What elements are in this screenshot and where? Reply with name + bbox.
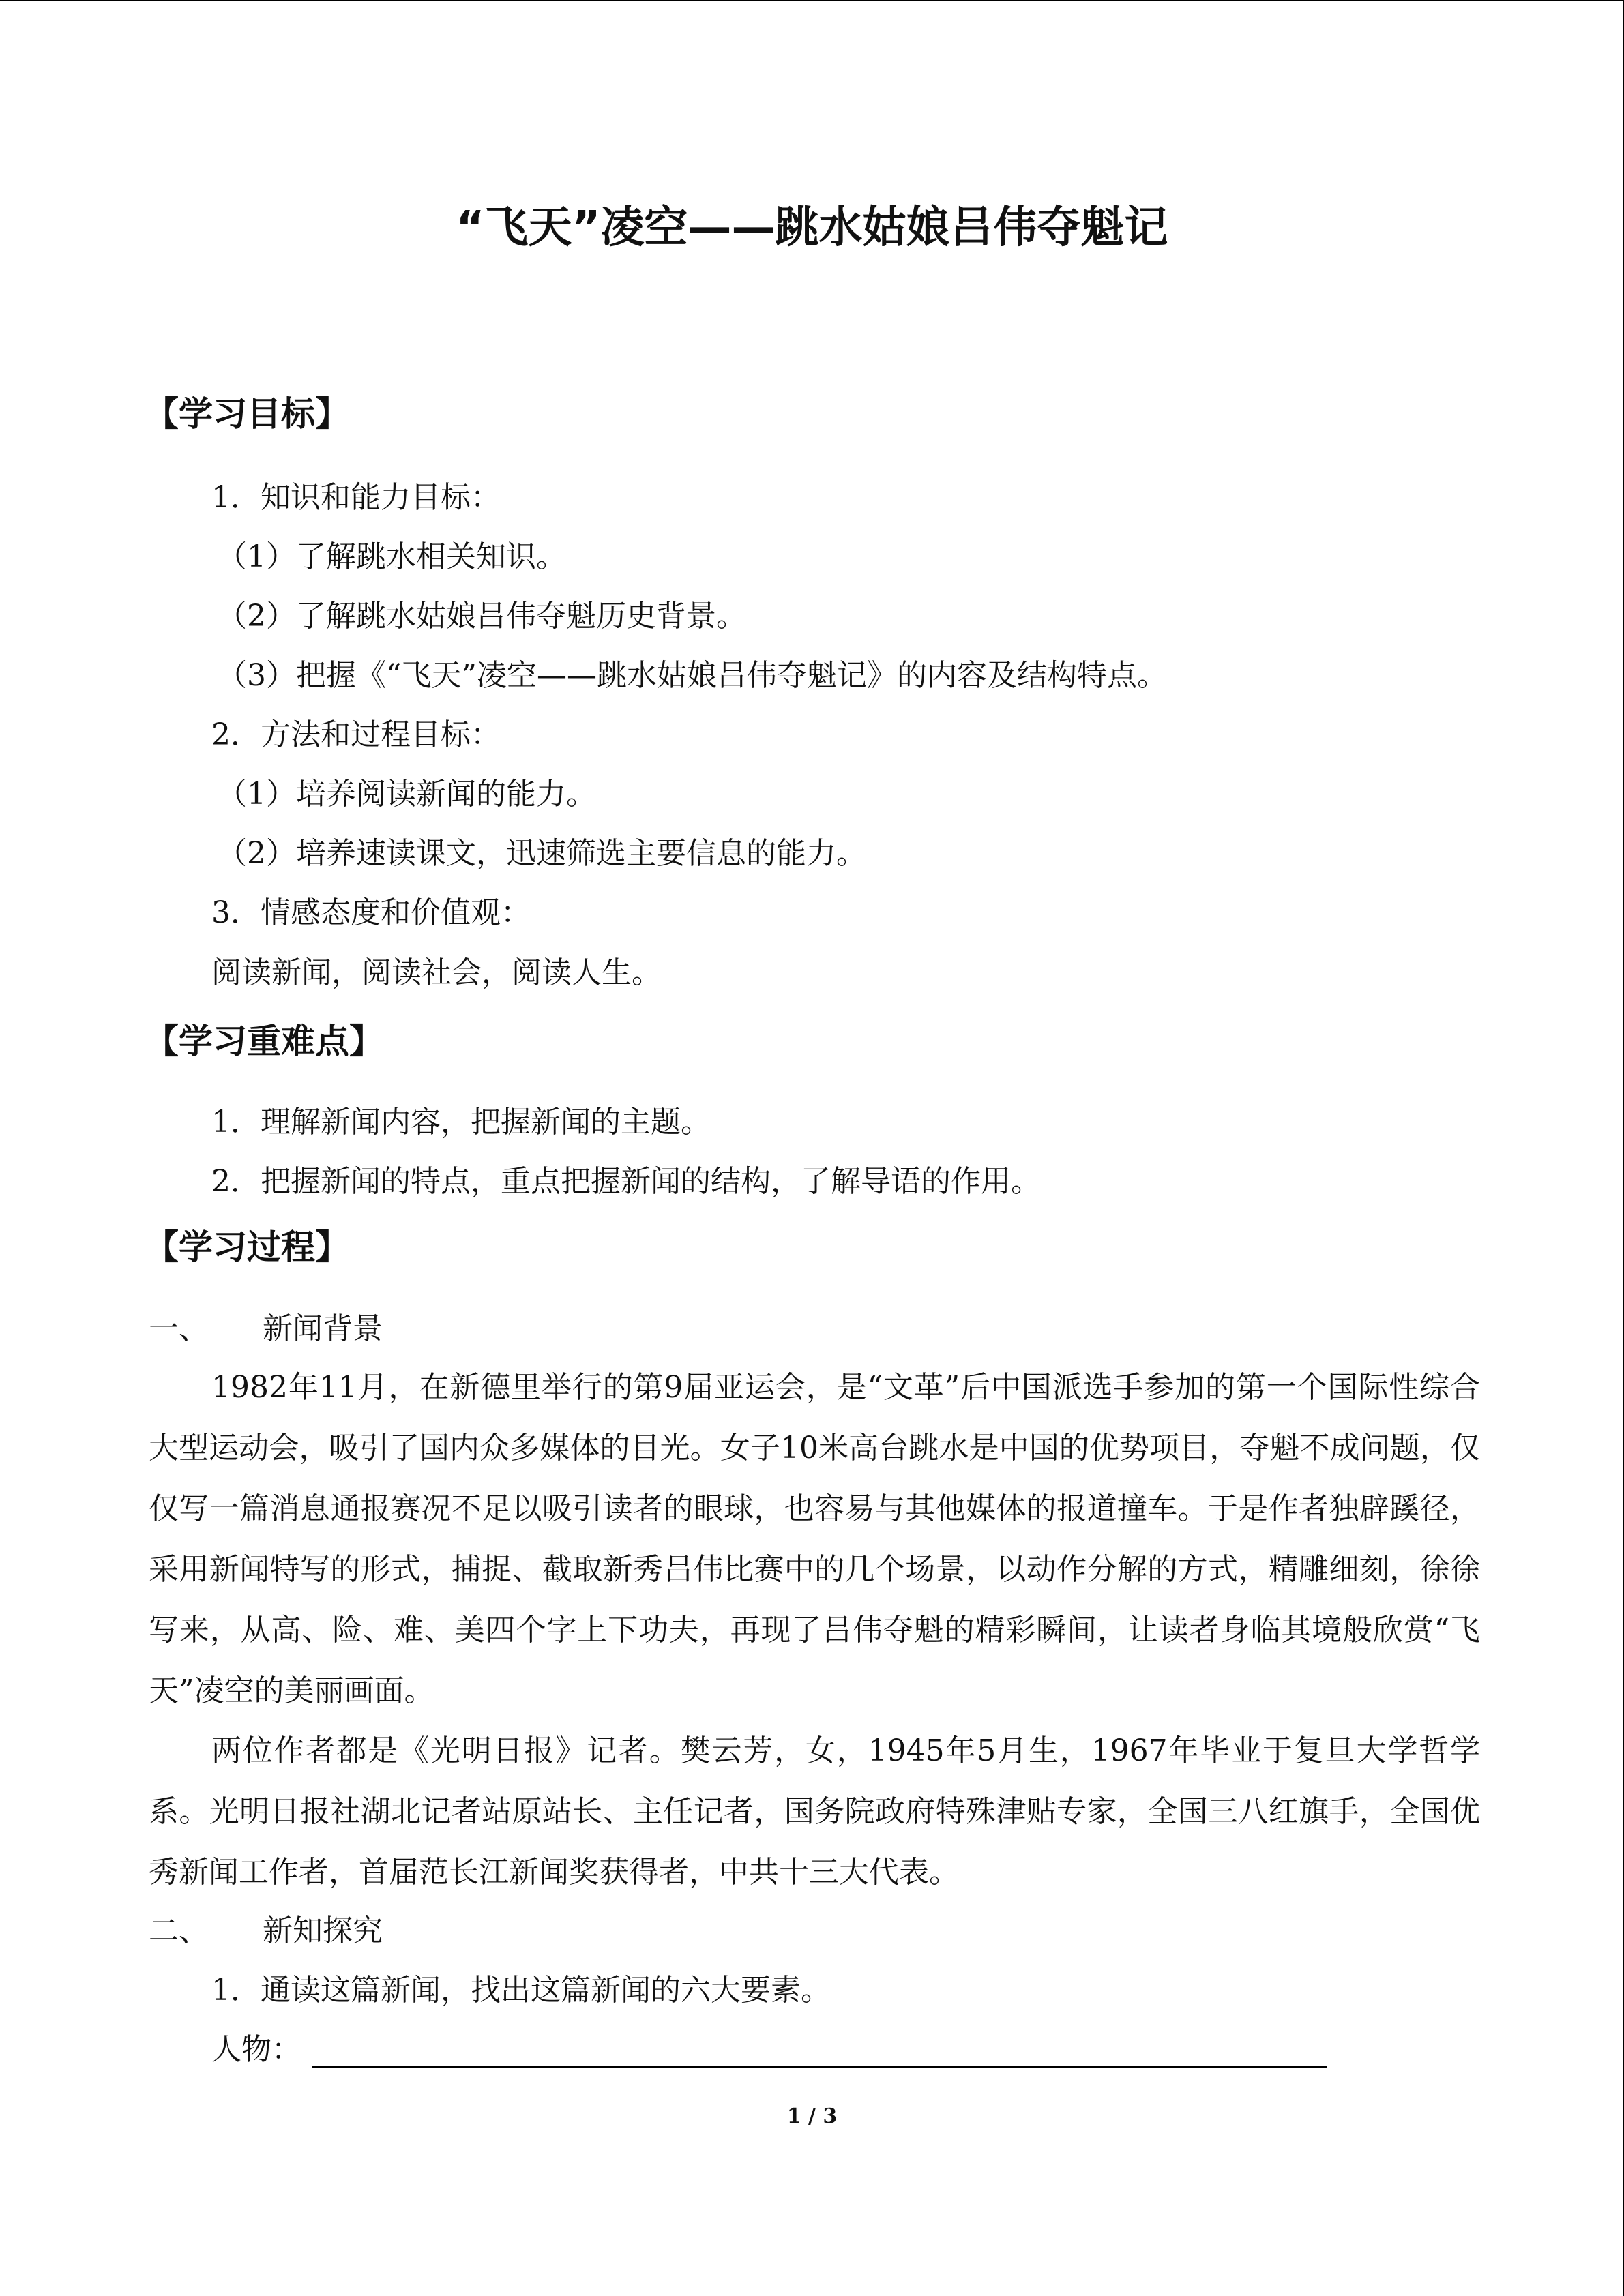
goal-item: （2）培养速读课文，迅速筛选主要信息的能力。	[217, 836, 866, 871]
goal-item: 1．知识和能力目标：	[211, 480, 501, 515]
goal-item: 2．方法和过程目标：	[211, 717, 501, 752]
goals-heading: 【学习目标】	[145, 394, 349, 434]
goal-item: （1）培养阅读新闻的能力。	[217, 777, 596, 811]
part2-number: 二、	[149, 1913, 209, 1948]
answer-blank-line	[312, 2066, 1327, 2068]
key-points-heading: 【学习重难点】	[145, 1022, 383, 1061]
part1-title: 新闻背景	[263, 1311, 383, 1346]
key-point-item: 2．把握新闻的特点，重点把握新闻的结构，了解导语的作用。	[211, 1164, 1041, 1199]
document-title: “飞天”凌空——跳水姑娘吕伟夺魁记	[456, 203, 1168, 253]
goal-item: （3）把握《“飞天”凌空——跳水姑娘吕伟夺魁记》的内容及结构特点。	[217, 658, 1167, 693]
background-paragraph-1: 1982年11月，在新德里举行的第9届亚运会，是“文革”后中国派选手参加的第一个国际性综合大型运动会，吸引了国内众多媒体的目光。女子10米高台跳水是中国的优势项目，夺魁不成问题，仅仅写一篇消息通报赛况不足以吸引读者的眼球，也容易与其他媒体的报道撞车。于是作者独辟蹊径，采用新闻特写的形式，捕捉、截取新秀吕伟比赛中的几个场景，以动作分解的方式，精雕细刻，徐徐写来，从高、险、难、美四个字上下功夫，再现了吕伟夺魁的精彩瞬间，让读者身临其境般欣赏“飞天”凌空的美丽画面。	[149, 1370, 1480, 1708]
process-heading: 【学习过程】	[145, 1227, 349, 1267]
part1-number: 一、	[149, 1311, 209, 1346]
goal-item: （1）了解跳水相关知识。	[217, 539, 566, 574]
goal-item: 3．情感态度和价值观：	[211, 895, 531, 930]
background-paragraph-2: 两位作者都是《光明日报》记者。樊云芳，女，1945年5月生，1967年毕业于复旦大学哲学系。光明日报社湖北记者站原站长、主任记者，国务院政府特殊津贴专家，全国三八红旗手，全国优秀新闻工作者，首届范长江新闻奖获得者，中共十三大代表。	[149, 1733, 1480, 1890]
part2-title: 新知探究	[263, 1913, 383, 1948]
key-point-item: 1．理解新闻内容，把握新闻的主题。	[211, 1105, 711, 1139]
goal-item: 阅读新闻，阅读社会，阅读人生。	[211, 955, 662, 990]
page-number: 1 / 3	[786, 2104, 838, 2128]
task-1: 1．通读这篇新闻，找出这篇新闻的六大要素。	[211, 1973, 831, 2008]
goal-item: （2）了解跳水姑娘吕伟夺魁历史背景。	[217, 599, 746, 633]
field-person-label: 人物：	[211, 2032, 301, 2067]
